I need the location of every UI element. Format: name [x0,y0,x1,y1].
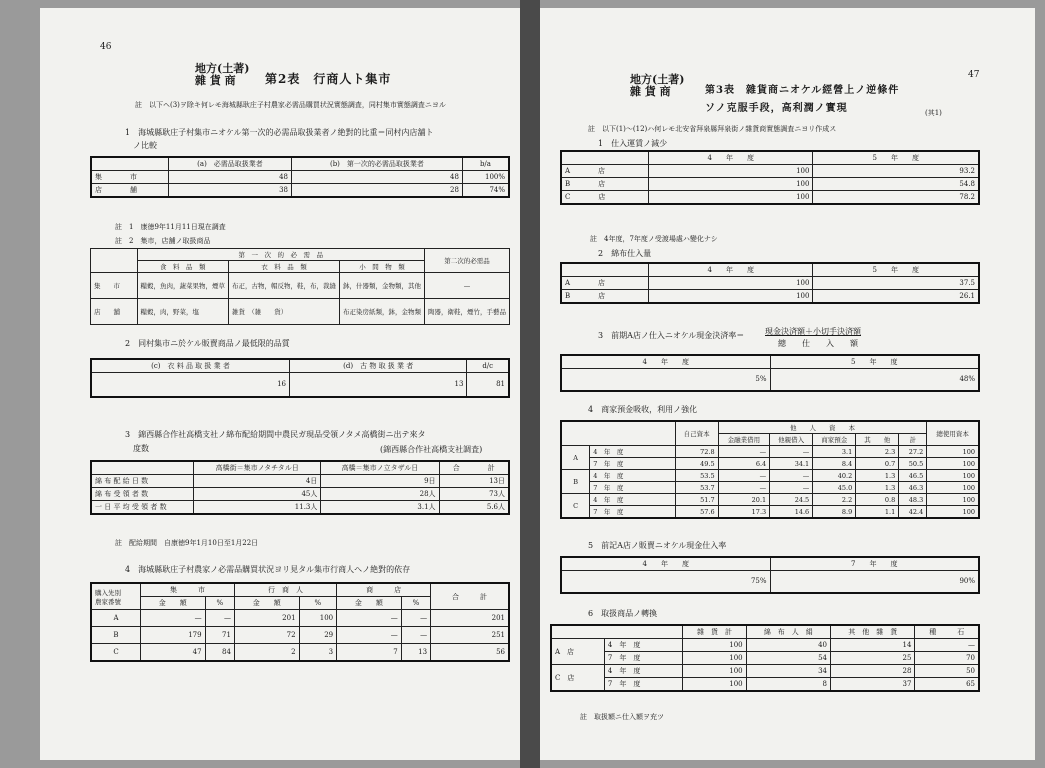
section-4-table [90,582,510,662]
value-cell: — [915,639,979,652]
value-cell: — [770,446,813,458]
group-header: 集 市 [141,583,235,597]
intro-note: 註 以下(1)〜(12)ハ何レモ北安省拜泉縣拜泉街ノ雜貨商實態調査ニヨリ作成ス [588,125,837,133]
value-cell: 81 [467,373,509,397]
value-cell: 1.3 [856,482,899,494]
value-cell: 45人 [194,488,321,501]
value-cell: 57.6 [675,506,718,519]
value-cell: 100 [683,665,746,678]
value-cell: 8 [746,678,830,692]
value-cell: 51.7 [675,494,718,506]
row-label: 店 舗 [91,299,138,325]
value-cell: 84 [205,644,234,661]
row-label: 綿 布 受 領 者 数 [91,488,194,501]
value-cell: 1.1 [856,506,899,519]
sub-header: % [205,597,234,610]
header: 4 年 度 [649,151,813,165]
value-cell: 26.1 [813,290,979,304]
cell: 鉢，什器類，金物類，其他 [340,273,425,299]
value-cell: — [401,627,430,644]
store-label: C 店 [551,665,604,692]
left-page [40,8,520,760]
value-cell: 90% [770,571,979,593]
sub-header: 衣 料 品 類 [229,261,340,273]
header-a: (a) 必需品取扱業者 [169,157,292,171]
year-label: 7 年 度 [604,678,682,692]
value-cell: 72.8 [675,446,718,458]
year-label: 7 年 度 [604,652,682,665]
value-cell: 5.6人 [439,501,509,515]
value-cell: 8.9 [813,506,856,519]
header-b: (b) 第一次的必需品取扱業者 [291,157,462,171]
note-2: 註 2 集市，店舗ノ取扱商品 [115,237,211,245]
value-cell: 201 [234,610,299,627]
value-cell: 65 [915,678,979,692]
value-cell: 100% [462,171,509,184]
row-label: B 店 [561,290,649,304]
value-cell: — [718,446,770,458]
value-cell: — [718,470,770,482]
formula-denominator: 總 仕 入 額 [778,339,858,348]
value-cell: 13日 [439,475,509,488]
value-cell: 251 [431,627,509,644]
value-cell: 3.1人 [321,501,439,515]
section-2-table [90,358,510,398]
group-header: 第 一 次 的 必 需 品 [137,249,425,261]
row-label: 店 舗 [91,184,169,198]
section-4-heading: 4 商家預金吸收，利用ノ強化 [588,405,698,414]
value-cell: 13 [401,644,430,661]
value-cell: 3 [299,644,337,661]
value-cell: — [770,482,813,494]
group-header: 合 計 [431,583,509,610]
value-cell: 100 [683,678,746,692]
category-label: 地方(土著) 雜 貨 商 [195,62,250,87]
header-own: 自己資本 [675,421,718,446]
value-cell: 11.3人 [194,501,321,515]
header: 種 石 [915,625,979,639]
cell: 糧穀，肉，野菜，塩 [137,299,229,325]
section-1-table [560,150,980,205]
section-1-note: 註 4年度，7年度ノ受渡場處ハ變化ナシ [590,235,718,243]
section-4-table [560,420,980,519]
row-label: C [91,644,141,661]
value-cell: 13 [290,373,467,397]
year-label: 4 年 度 [590,446,675,458]
header: 5 年 度 [770,355,979,369]
value-cell: — [337,610,402,627]
section-2-heading: 2 同村集市ニ於ケル販賣商品ノ最低限的品質 [125,339,290,348]
value-cell: 4日 [194,475,321,488]
value-cell: 3.1 [813,446,856,458]
section-3-table [90,460,510,515]
year-label: 4 年 度 [604,665,682,678]
value-cell: 27.2 [899,446,927,458]
value-cell: 100 [299,610,337,627]
value-cell: 1.3 [856,470,899,482]
sub-header: % [401,597,430,610]
sub-header: 其 他 [856,434,899,446]
value-cell: 42.4 [899,506,927,519]
note-1: 註 1 康徳9年11月11日現在調査 [115,223,226,231]
corner-top: 購入先別 [95,588,121,597]
value-cell: 50 [915,665,979,678]
value-cell: 74% [462,184,509,198]
value-cell: — [401,610,430,627]
sub-header: 商家預金 [813,434,856,446]
header: 7 年 度 [770,557,979,571]
second-header: 第二次的必需品 [425,249,510,273]
section-6-table [550,624,980,692]
value-cell: 29 [299,627,337,644]
value-cell: 70 [915,652,979,665]
right-page [540,8,1035,760]
value-cell: 45.0 [813,482,856,494]
row-label: 集 市 [91,273,138,299]
value-cell: 179 [141,627,206,644]
row-label: B 店 [561,178,649,191]
corner-bottom: 農家番號 [95,597,121,606]
header-total: 總使用資本 [927,421,979,446]
section-3-heading: 3 錦西縣合作社高橋支社ノ綿布配給期間中農民ガ現品受領ノタメ高橋街ニ出テ來タ 度数 [125,430,426,453]
section-3-table [560,354,980,392]
header: 5 年 度 [813,263,979,277]
value-cell: 25 [831,652,915,665]
value-cell: 75% [561,571,770,593]
group-header: 行 商 人 [234,583,336,597]
value-cell: 201 [431,610,509,627]
value-cell: 2.2 [813,494,856,506]
value-cell: 20.1 [718,494,770,506]
value-cell: 50.5 [899,458,927,470]
value-cell: 2.3 [856,446,899,458]
store-label: A 店 [551,639,604,665]
sub-header: 金 額 [141,597,206,610]
store-label: B [561,470,590,494]
header: 4 年 度 [561,355,770,369]
value-cell: — [141,610,206,627]
header: 雜 貨 計 [683,625,746,639]
header: 綿 布 人 絹 [746,625,830,639]
value-cell: 100 [649,178,813,191]
store-label: C [561,494,590,519]
title-suffix: (其1) [925,109,942,117]
year-label: 7 年 度 [590,458,675,470]
row-label: A [91,610,141,627]
header: 高橋街＝集市ノタチタル日 [194,461,321,475]
year-label: 4 年 度 [590,494,675,506]
value-cell: 0.8 [856,494,899,506]
value-cell: 100 [927,458,979,470]
section-1-heading: 1 海城縣耿庄子村集市ニオケル第一次的必需品取扱業者ノ絶對的比重＝同村内店舗ト ノ比較 [125,128,434,150]
header-c: (c) 衣 料 品 取 扱 業 者 [91,359,290,373]
value-cell: 2 [234,644,299,661]
cell: 陶器，衛鞋，煙竹，手藝品 [425,299,510,325]
formula-numerator: 現金決済額＋小切手決済額 [765,327,861,336]
section-4-heading: 4 海城縣耿庄子村農家ノ必需品購買状況ヨリ見タル集市行商人ヘノ絶對的依存 [125,565,411,574]
row-label: B [91,627,141,644]
row-label: A 店 [561,277,649,290]
value-cell: 100 [649,277,813,290]
value-cell: 48 [291,171,462,184]
value-cell: 8.4 [813,458,856,470]
row-label: C 店 [561,191,649,205]
section-2-heading: 2 綿布仕入量 [598,249,652,258]
value-cell: — [770,470,813,482]
value-cell: 100 [927,506,979,519]
row-label: 綿 布 配 給 日 数 [91,475,194,488]
value-cell: 78.2 [813,191,979,205]
value-cell: 5% [561,369,770,391]
year-label: 4 年 度 [604,639,682,652]
header: 其 他 雜 貨 [831,625,915,639]
sub-header: 食 料 品 類 [137,261,229,273]
header: 高橋＝集市ノ立タザル日 [321,461,439,475]
value-cell: 100 [649,165,813,178]
sub-header: 計 [899,434,927,446]
value-cell: — [337,627,402,644]
value-cell: 100 [927,482,979,494]
value-cell: 38 [169,184,292,198]
value-cell: 100 [683,652,746,665]
table-title: 第2表 行商人ト集市 [265,72,392,86]
sub-header: % [299,597,337,610]
section-5-heading: 5 前記A店ノ販賣ニオケル現金仕入率 [588,541,727,550]
value-cell: 34.1 [770,458,813,470]
value-cell: 24.5 [770,494,813,506]
table-title: 第3表 雜貨商ニオケル經營上ノ逆條件 ソノ克服手段，高利潤ノ實現 [705,85,900,114]
value-cell: 9日 [321,475,439,488]
value-cell: 7 [337,644,402,661]
value-cell: 37.5 [813,277,979,290]
header: 合 計 [439,461,509,475]
sub-header: 金 額 [234,597,299,610]
cell: 布疋染房紙類，鉢，金物類 [340,299,425,325]
store-label: A [561,446,590,470]
value-cell: 54 [746,652,830,665]
value-cell: 53.7 [675,482,718,494]
value-cell: 100 [683,639,746,652]
value-cell: 100 [927,494,979,506]
value-cell: 28 [831,665,915,678]
header: 4 年 度 [649,263,813,277]
value-cell: 14 [831,639,915,652]
value-cell: 34 [746,665,830,678]
value-cell: 100 [649,191,813,205]
header-other: 他 人 資 本 [718,421,927,434]
header-dc: d/c [467,359,509,373]
intro-note: 註 以下ヘ(3)ヲ除キ何レモ海城縣耿庄子村農家必需品購買状況實態調査，同村集市實態調査ニヨル [135,101,446,109]
row-label: A 店 [561,165,649,178]
section-6-heading: 6 取扱商品ノ轉換 [588,609,658,618]
value-cell: 48% [770,369,979,391]
page-number: 46 [100,42,112,52]
value-cell: 100 [927,470,979,482]
value-cell: 53.5 [675,470,718,482]
sub-header: 金 額 [337,597,402,610]
cell: 糧穀，魚肉，蔬菜果物，煙草 [137,273,229,299]
row-label: 一 日 平 均 受 領 者 数 [91,501,194,515]
value-cell: 48.3 [899,494,927,506]
value-cell: 16 [91,373,290,397]
section-1b-table [90,248,510,325]
page-number: 47 [968,70,980,80]
cell: 雑貨 （雑 貨） [229,299,340,325]
value-cell: 49.5 [675,458,718,470]
section-1-table [90,156,510,198]
group-header: 商 店 [337,583,431,597]
section-3-heading: 3 前期A店ノ仕入ニオケル現金決済率＝ [598,331,745,340]
section-1-heading: 1 仕入運賃ノ減少 [598,139,668,148]
value-cell: 72 [234,627,299,644]
year-label: 7 年 度 [590,506,675,519]
value-cell: 40 [746,639,830,652]
header: 4 年 度 [561,557,770,571]
value-cell: 46.5 [899,470,927,482]
section-3-source: (錦西縣合作社高橋支社調査) [380,445,483,454]
value-cell: 6.4 [718,458,770,470]
value-cell: 100 [927,446,979,458]
value-cell: — [718,482,770,494]
year-label: 7 年 度 [590,482,675,494]
value-cell: 54.8 [813,178,979,191]
value-cell: 40.2 [813,470,856,482]
sub-header: 金融業借用 [718,434,770,446]
value-cell: 56 [431,644,509,661]
category-label: 地方(土著) 雜 貨 商 [630,73,685,98]
value-cell: 71 [205,627,234,644]
book-gutter [520,0,540,768]
section-6-note: 註 取扱額ニ仕入額ヲ充ツ [580,713,664,721]
cell: 布疋，古物，帽反物，鞋，布，裁縫 [229,273,340,299]
value-cell: 0.7 [856,458,899,470]
section-2-table [560,262,980,304]
year-label: 4 年 度 [590,470,675,482]
value-cell: 73人 [439,488,509,501]
value-cell: 48 [169,171,292,184]
section-3-note: 註 配給期間 自康徳9年1月10日至1月22日 [115,539,259,547]
value-cell: 28人 [321,488,439,501]
value-cell: 37 [831,678,915,692]
value-cell: 46.3 [899,482,927,494]
header-d: (d) 古 物 取 扱 業 者 [290,359,467,373]
row-label: 集 市 [91,171,169,184]
value-cell: 17.3 [718,506,770,519]
section-5-table [560,556,980,594]
sub-header: 小 間 物 類 [340,261,425,273]
header: 5 年 度 [813,151,979,165]
value-cell: 93.2 [813,165,979,178]
value-cell: 47 [141,644,206,661]
cell: — [425,273,510,299]
value-cell: 14.6 [770,506,813,519]
value-cell: — [205,610,234,627]
value-cell: 28 [291,184,462,198]
header-ratio: b/a [462,157,509,171]
value-cell: 100 [649,290,813,304]
sub-header: 他親借入 [770,434,813,446]
